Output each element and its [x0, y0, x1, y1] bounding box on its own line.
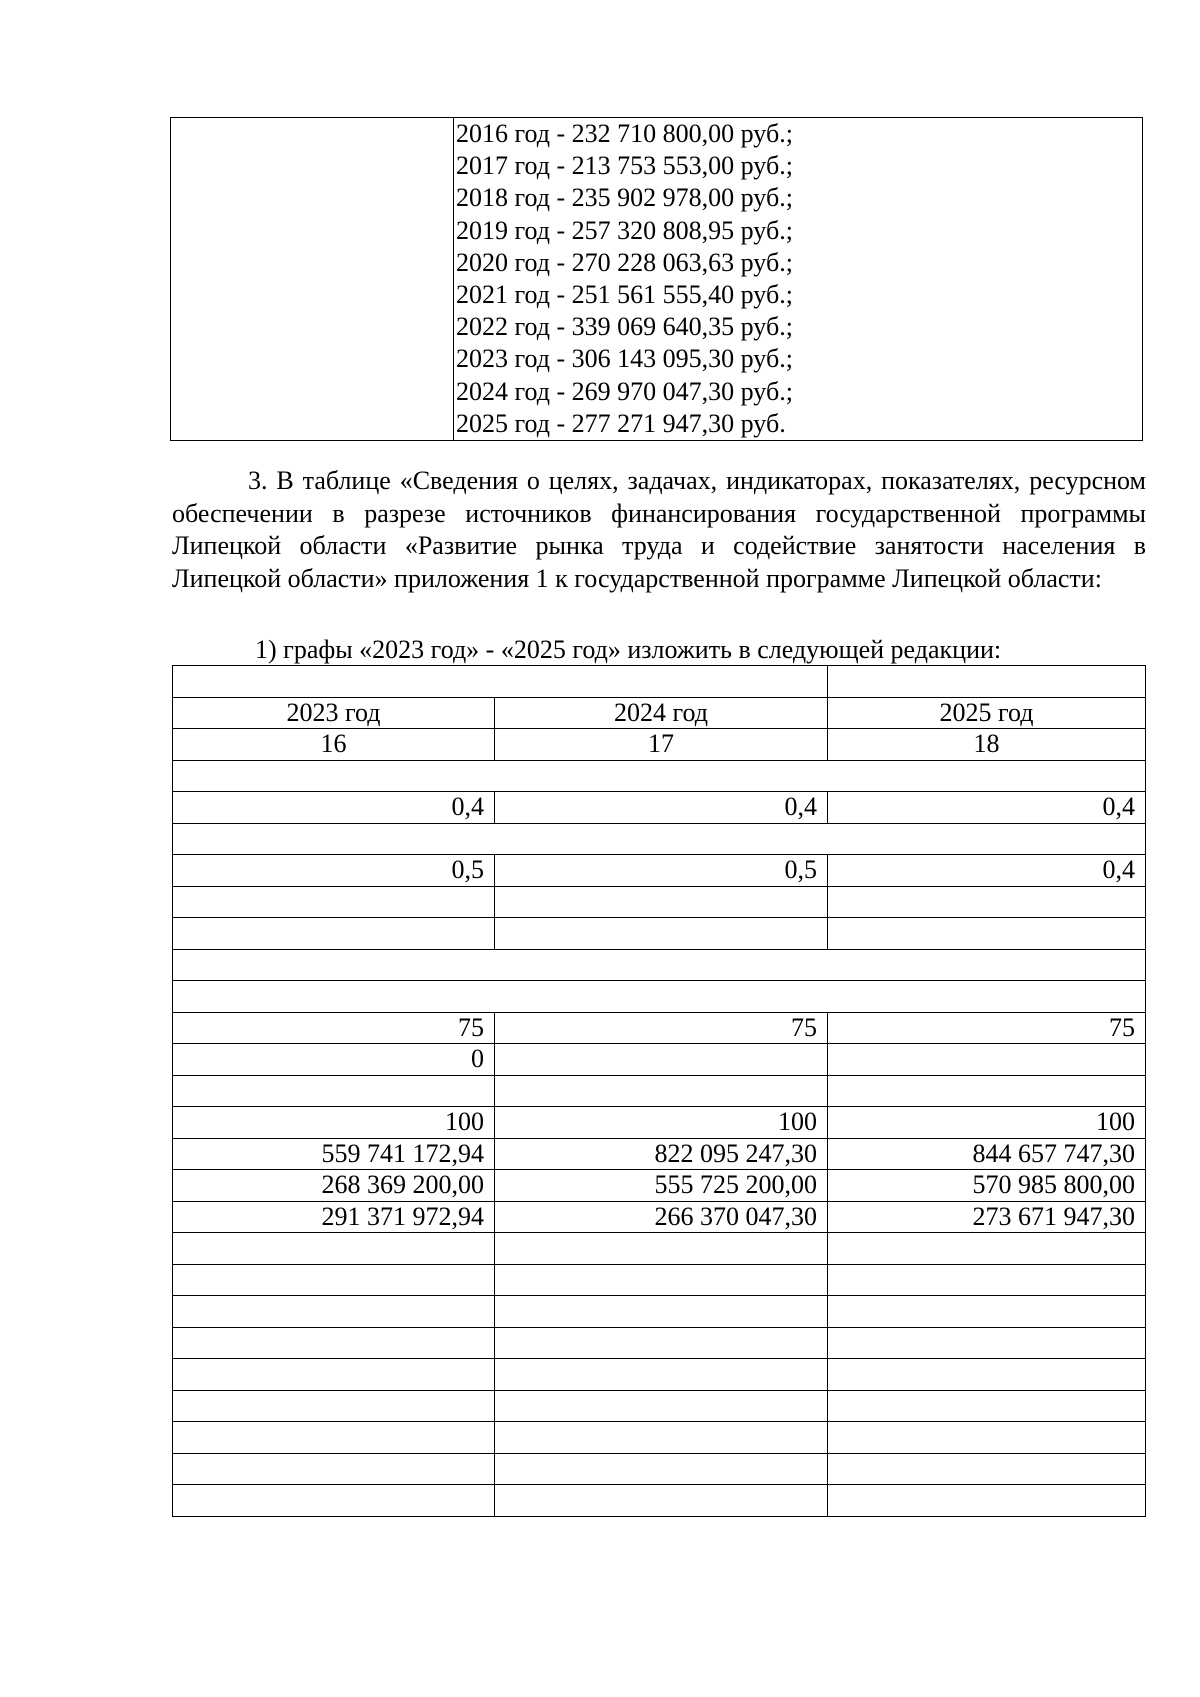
empty-cell — [173, 666, 828, 698]
funding-line: 2022 год - 339 069 640,35 руб.; — [456, 312, 793, 342]
table-row — [173, 1264, 1146, 1296]
empty-cell — [495, 1422, 828, 1454]
empty-cell — [495, 918, 828, 950]
table-row — [173, 1075, 1146, 1107]
funding-line: 2019 год - 257 320 808,95 руб.; — [456, 215, 793, 245]
value-cell: 844 657 747,30 — [828, 1138, 1146, 1170]
table-row — [173, 1453, 1146, 1485]
funding-line: 2024 год - 269 970 047,30 руб.; — [456, 376, 793, 406]
value-cell: 266 370 047,30 — [495, 1201, 828, 1233]
empty-cell — [495, 1359, 828, 1391]
empty-cell — [495, 1296, 828, 1328]
paragraph-3-text: 3. В таблице «Сведения о целях, задачах, индикаторах, показателях, ресурсном обеспечении в разрезе источников финансирования государственной программы Липецкой области «Развитие рынка труда и содействие занятости населения в Липецкой области» приложения 1 к государственной программе Липецкой области: — [172, 466, 1146, 593]
subitem-1: 1) графы «2023 год» - «2025 год» изложить в следующей редакции: — [255, 635, 1002, 664]
table-row — [173, 1390, 1146, 1422]
column-number: 18 — [828, 729, 1146, 761]
funding-line: 2017 год - 213 753 553,00 руб.; — [456, 151, 793, 181]
empty-cell — [173, 823, 1146, 855]
value-cell: 291 371 972,94 — [173, 1201, 495, 1233]
years-table — [172, 665, 1146, 1517]
empty-cell — [495, 1264, 828, 1296]
empty-cell — [828, 886, 1146, 918]
empty-cell — [173, 1485, 495, 1517]
empty-cell — [173, 1327, 495, 1359]
empty-cell — [173, 1075, 495, 1107]
empty-cell — [828, 1327, 1146, 1359]
empty-cell — [495, 1485, 828, 1517]
paragraph-3 — [172, 465, 1146, 595]
table-row — [173, 949, 1146, 981]
value-cell: 100 — [828, 1107, 1146, 1139]
empty-cell — [495, 1327, 828, 1359]
table-row — [173, 1138, 1146, 1170]
column-number-row — [173, 729, 1146, 761]
empty-cell — [495, 1390, 828, 1422]
funding-table — [170, 117, 1143, 441]
empty-cell — [173, 1453, 495, 1485]
empty-cell — [173, 886, 495, 918]
table-row — [173, 1359, 1146, 1391]
table-row — [173, 886, 1146, 918]
empty-cell — [828, 1390, 1146, 1422]
empty-cell — [828, 666, 1146, 698]
table-row — [173, 1233, 1146, 1265]
value-cell: 100 — [495, 1107, 828, 1139]
table-row — [173, 1422, 1146, 1454]
table-row — [173, 1201, 1146, 1233]
funding-line: 2018 год - 235 902 978,00 руб.; — [456, 183, 793, 213]
table-row — [173, 981, 1146, 1013]
table-row — [173, 918, 1146, 950]
value-cell: 75 — [828, 1012, 1146, 1044]
column-number: 17 — [495, 729, 828, 761]
empty-cell — [173, 981, 1146, 1013]
value-cell: 0,5 — [495, 855, 828, 887]
value-cell: 570 985 800,00 — [828, 1170, 1146, 1202]
table-row — [173, 792, 1146, 824]
table-row — [173, 1012, 1146, 1044]
empty-cell — [173, 1296, 495, 1328]
column-header-2023: 2023 год — [173, 697, 495, 729]
empty-cell — [828, 1359, 1146, 1391]
empty-cell — [828, 1485, 1146, 1517]
empty-cell — [173, 1422, 495, 1454]
funding-line: 2020 год - 270 228 063,63 руб.; — [456, 247, 793, 277]
empty-cell — [828, 1075, 1146, 1107]
column-header-2024: 2024 год — [495, 697, 828, 729]
value-cell: 75 — [495, 1012, 828, 1044]
value-cell: 559 741 172,94 — [173, 1138, 495, 1170]
table-row — [173, 823, 1146, 855]
empty-cell — [173, 918, 495, 950]
funding-line: 2021 год - 251 561 555,40 руб.; — [456, 280, 793, 310]
empty-cell — [173, 760, 1146, 792]
funding-line: 2016 год - 232 710 800,00 руб.; — [456, 119, 793, 148]
funding-table-label-cell — [171, 118, 454, 441]
value-cell: 100 — [173, 1107, 495, 1139]
header-row — [173, 697, 1146, 729]
table-row — [173, 666, 1146, 698]
empty-cell — [828, 1233, 1146, 1265]
empty-cell — [495, 1453, 828, 1485]
value-cell — [495, 1044, 828, 1076]
table-row — [173, 1296, 1146, 1328]
value-cell: 0 — [173, 1044, 495, 1076]
table-row — [173, 760, 1146, 792]
empty-cell — [173, 1264, 495, 1296]
value-cell: 555 725 200,00 — [495, 1170, 828, 1202]
value-cell: 0,4 — [828, 792, 1146, 824]
empty-cell — [173, 949, 1146, 981]
value-cell: 0,5 — [173, 855, 495, 887]
empty-cell — [828, 1422, 1146, 1454]
value-cell: 75 — [173, 1012, 495, 1044]
value-cell: 268 369 200,00 — [173, 1170, 495, 1202]
value-cell: 822 095 247,30 — [495, 1138, 828, 1170]
empty-cell — [828, 1296, 1146, 1328]
table-row — [173, 855, 1146, 887]
empty-cell — [495, 1075, 828, 1107]
empty-cell — [173, 1390, 495, 1422]
table-row — [173, 1170, 1146, 1202]
funding-line: 2023 год - 306 143 095,30 руб.; — [456, 344, 793, 374]
table-row — [173, 1485, 1146, 1517]
value-cell: 0,4 — [495, 792, 828, 824]
empty-cell — [828, 1453, 1146, 1485]
empty-cell — [495, 1233, 828, 1265]
empty-cell — [828, 918, 1146, 950]
empty-cell — [828, 1264, 1146, 1296]
value-cell: 0,4 — [173, 792, 495, 824]
value-cell: 273 671 947,30 — [828, 1201, 1146, 1233]
column-number: 16 — [173, 729, 495, 761]
empty-cell — [173, 1233, 495, 1265]
table-row — [173, 1107, 1146, 1139]
table-row — [173, 1044, 1146, 1076]
empty-cell — [173, 1359, 495, 1391]
value-cell: 0,4 — [828, 855, 1146, 887]
value-cell — [828, 1044, 1146, 1076]
funding-table-values-cell — [454, 118, 1143, 441]
column-header-2025: 2025 год — [828, 697, 1146, 729]
funding-line: 2025 год - 277 271 947,30 руб. — [456, 408, 786, 438]
table-row — [173, 1327, 1146, 1359]
empty-cell — [495, 886, 828, 918]
